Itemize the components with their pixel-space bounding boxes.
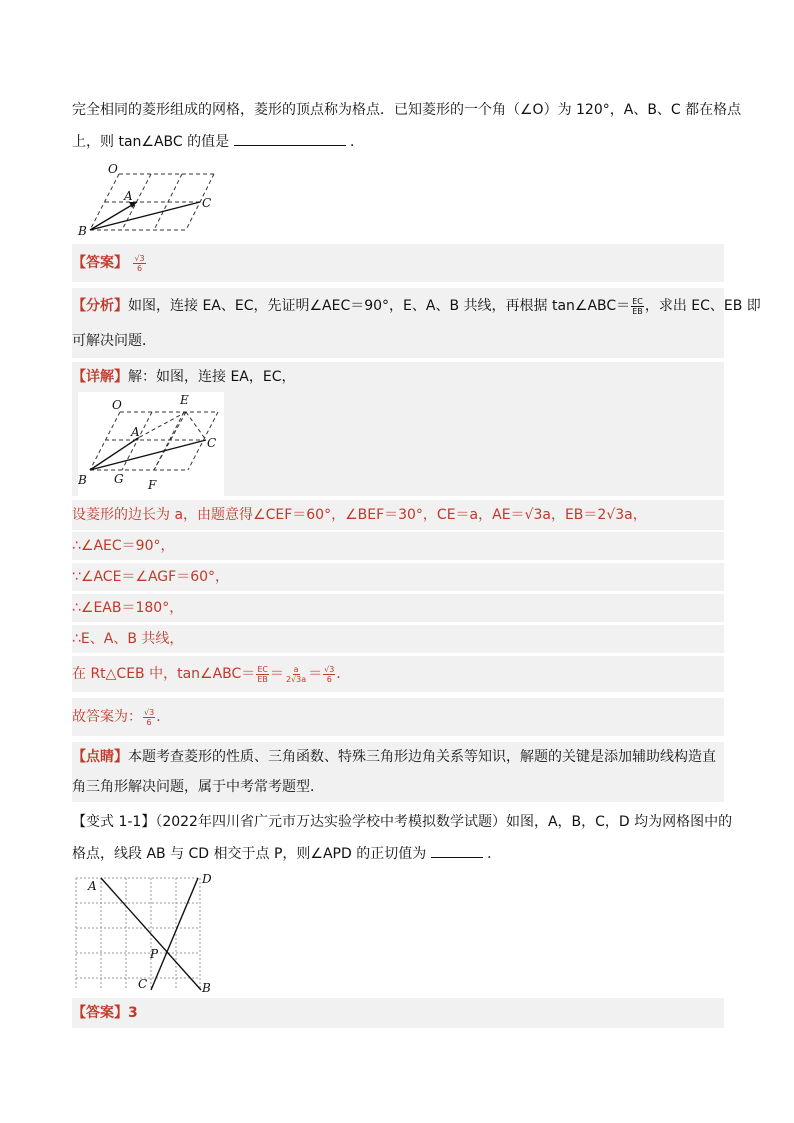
square-grid-lines [76, 878, 200, 990]
analysis-text-b: ，求出 EC、EB 即 [644, 298, 761, 314]
rhombus-grid-lines [90, 174, 214, 230]
variant-tag: 【变式 1-1】 [72, 814, 156, 830]
analysis-row1 [72, 288, 761, 324]
fig3-label-C: C [138, 977, 148, 991]
problem1-line2: 上，则 tan∠ABC 的值是 ． [72, 131, 724, 152]
fig3-label-A: A [88, 879, 97, 893]
fig3-label-P: P [150, 947, 159, 961]
detail-intro: 解：如图，连接 EA，EC， [128, 369, 296, 385]
fig2-label-C: C [207, 436, 217, 450]
detail-step3: ∵∠ACE＝∠AGF＝60°， [72, 563, 724, 591]
answer2-row [72, 998, 724, 1028]
step6-frac-3: $\frac{√3}{6}$ [324, 664, 335, 684]
answer2-tag: 【答案】 [72, 1005, 128, 1021]
step6-frac-1: $\frac{EC}{EB}$ [257, 664, 268, 684]
detail-conclusion: 故答案为： $\frac{√3}{6}$ ． [72, 698, 724, 736]
answer1-fraction: $\frac{√3}{6}$ [134, 253, 145, 273]
label-A: A [124, 189, 133, 203]
answer-blank-2[interactable] [431, 843, 483, 858]
answer1-tag: 【答案】 [72, 255, 128, 271]
comment-row2: 角三角形解决问题，属于中考常考题型． [72, 772, 724, 802]
analysis-fraction: $\frac{EC}{EB}$ [632, 296, 643, 316]
answer-blank-1[interactable] [234, 131, 346, 146]
triangle-lines [90, 202, 200, 230]
fig2-label-G: G [114, 472, 124, 486]
detail-step1: 设菱形的边长为 a，由题意得∠CEF＝60°，∠BEF＝30°，CE＝a，AE＝√3a，EB＝2√3a， [72, 500, 724, 530]
detail-step4: ∴∠EAB＝180°， [72, 594, 724, 622]
detail-step6: 在 Rt△CEB 中，tan∠ABC＝ $\frac{EC}{EB}$ ＝ $\frac{a}{2√3a}$ ＝ $\frac{√3}{6}$ ． [72, 656, 724, 692]
rhombus-grid-lines-2 [90, 412, 218, 470]
analysis-row2 [72, 324, 724, 358]
step6-frac-2: $\frac{a}{2√3a}$ [285, 664, 307, 684]
variant-line1: 【变式 1-1】（2022年四川省广元市万达实验学校中考模拟数学试题）如图，A，B，C，D 均为网格图中的 [72, 814, 733, 830]
variant-line2: 格点，线段 AB 与 CD 相交于点 P，则∠APD 的正切值为 ． [72, 843, 724, 864]
square-grid-figure [72, 872, 222, 996]
problem1-text2: 上，则 tan∠ABC 的值是 [72, 134, 230, 150]
fig3-label-D: D [202, 872, 212, 886]
label-C: C [202, 196, 212, 210]
segment-CD [151, 878, 198, 990]
detail-row1 [72, 362, 724, 392]
answer1-row [72, 244, 724, 282]
analysis-tag: 【分析】 [72, 298, 128, 314]
rhombus-grid-figure-1 [72, 160, 232, 240]
rhombus-grid-figure-2 [78, 392, 224, 496]
detail-step5: ∴E、A、B 共线， [72, 625, 724, 653]
label-O: O [108, 162, 118, 176]
answer2-value: 3 [128, 1005, 138, 1021]
label-B: B [78, 224, 87, 238]
problem1-text1: 完全相同的菱形组成的网格，菱形的顶点称为格点．已知菱形的一个角（∠O）为 120°，A、B、C 都在格点 [72, 102, 742, 118]
fig2-label-B: B [78, 473, 87, 487]
problem1-line1 [72, 100, 742, 120]
segment-BA [90, 202, 137, 230]
conclusion-fraction: $\frac{√3}{6}$ [144, 707, 155, 727]
analysis-text-a: 如图，连接 EA、EC，先证明∠AEC＝90°，E、A、B 共线，再根据 tan∠ABC＝ [128, 298, 631, 314]
fig2-label-A: A [131, 425, 140, 439]
comment-row1: 【点睛】本题考查菱形的性质、三角函数、特殊三角形边角关系等知识，解题的关键是添加辅助线构造直 [72, 742, 724, 772]
analysis-text-line2: 可解决问题． [72, 333, 156, 349]
detail-step2: ∴∠AEC＝90°， [72, 532, 724, 560]
fig2-label-F: F [148, 478, 157, 492]
triangle-lines-2 [90, 438, 206, 470]
comment-tag: 【点睛】 [72, 749, 128, 765]
fig2-label-E: E [180, 393, 189, 407]
detail-tag: 【详解】 [72, 369, 128, 385]
fig3-label-B: B [202, 981, 211, 995]
segment-BC [90, 202, 200, 230]
fig2-label-O: O [112, 398, 122, 412]
